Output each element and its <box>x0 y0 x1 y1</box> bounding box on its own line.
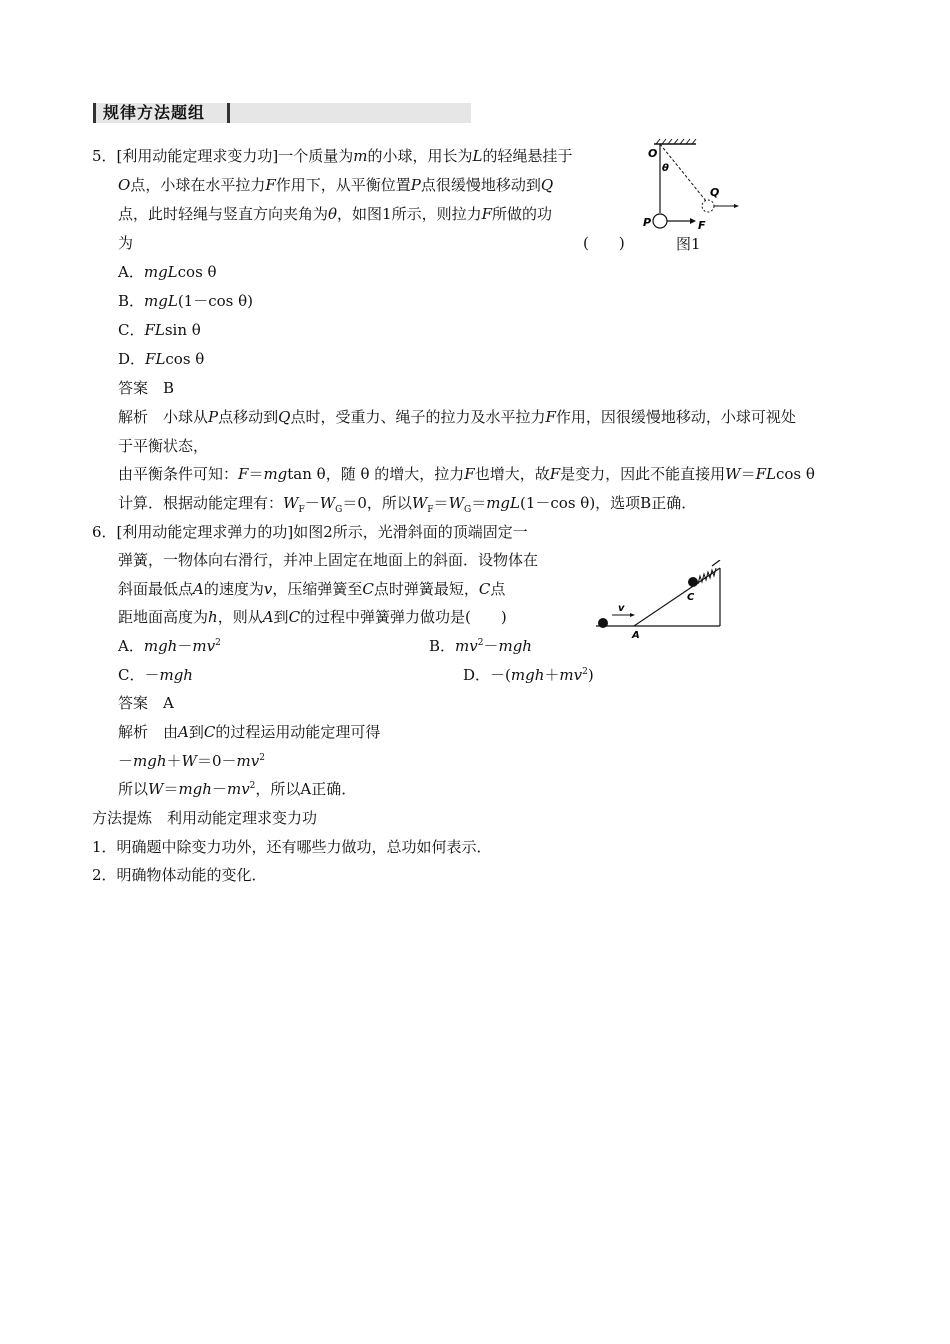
q5-line-1: 5．[利用动能定理求变力功]一个质量为m的小球，用长为L的轻绳悬挂于 <box>92 147 573 165</box>
section-header-left-rule <box>93 103 96 123</box>
q6-answer: 答案 A <box>118 694 174 712</box>
q6-option-d: D．$-(mgh+mv^2)$ <box>463 666 594 684</box>
ball-at-q <box>702 200 714 212</box>
q5-option-d: D．FLcos θ <box>118 350 205 368</box>
wall-top <box>712 560 720 566</box>
velocity-arrowhead <box>630 613 635 617</box>
q6-option-a: A．$mgh-mv^2$ <box>118 637 221 655</box>
q5-option-a: A．mgLcos θ <box>118 263 217 281</box>
label-f: F <box>698 219 706 232</box>
figure-2-incline <box>594 560 724 642</box>
q5-line-4: 为 <box>118 234 134 252</box>
q6-analysis-line-1: 解析 由A到C的过程运用动能定理可得 <box>118 723 381 741</box>
q5-option-c: C．FLsin θ <box>118 321 201 339</box>
method-item-1: 1．明确题中除变力功外，还有哪些力做功，总功如何表示． <box>92 838 492 856</box>
q5-line-3: 点，此时轻绳与竖直方向夹角为θ，如图1所示，则拉力F所做的功 <box>118 205 553 223</box>
method-item-2: 2．明确物体动能的变化． <box>92 866 267 884</box>
q5-option-b: B．mgL(1－cos θ) <box>118 292 254 310</box>
ball-at-p <box>653 214 667 228</box>
q5-tag: [利用动能定理求变力功] <box>116 147 279 165</box>
label-p: P <box>643 216 652 229</box>
q5-answer: 答案 B <box>118 379 175 397</box>
fig1-caption: 图1 <box>676 235 701 253</box>
q6-number: 6． <box>92 523 117 541</box>
figure-1-pendulum <box>640 138 750 236</box>
q5-analysis-line-3: 由平衡条件可知：F＝mgtan θ，随 θ 的增大，拉力F也增大，故F是变力，因此不能直接用W＝FLcos θ <box>118 465 815 483</box>
section-header-right-rule <box>227 103 230 123</box>
label-a: A <box>632 630 640 641</box>
q6-tag: [利用动能定理求弹力的功] <box>116 523 294 541</box>
q6-option-c: C．－mgh <box>118 666 193 684</box>
q5-line-2: O点，小球在水平拉力F作用下，从平衡位置P点很缓慢地移动到Q <box>118 176 554 194</box>
q6-analysis-line-3: 所以$W=mgh-mv^2$，所以A正确． <box>118 780 357 798</box>
q6-line-4: 距地面高度为h，则从A到C的过程中弹簧弹力做功是( ) <box>118 608 507 626</box>
q5-answer-paren: ( ) <box>583 234 625 252</box>
method-title: 方法提炼 利用动能定理求变力功 <box>92 809 318 827</box>
q6-analysis-line-2: $-mgh+W=0-mv^2$ <box>118 752 265 770</box>
label-c: C <box>687 592 695 603</box>
section-header: 规律方法题组 <box>103 103 206 122</box>
q5-analysis-line-1: 解析 小球从P点移动到Q点时，受重力、绳子的拉力及水平拉力F作用，因很缓慢地移动，小球可视处 <box>118 408 796 426</box>
object-at-c <box>688 577 698 587</box>
label-theta: θ <box>662 163 669 174</box>
force-q-arrowhead <box>734 204 739 208</box>
object-on-ground <box>598 618 608 628</box>
force-f-arrowhead <box>690 218 696 224</box>
q6-line-1: 6．[利用动能定理求弹力的功]如图2所示，光滑斜面的顶端固定一 <box>92 523 528 541</box>
label-o: O <box>648 147 658 160</box>
q6-line-2: 弹簧，一物体向右滑行，并冲上固定在地面上的斜面．设物体在 <box>118 551 539 569</box>
q6-line-3: 斜面最低点A的速度为v，压缩弹簧至C点时弹簧最短，C点 <box>118 580 506 598</box>
q5-analysis-line-4: 计算．根据动能定理有：$W_F-W_G=0$，所以$W_F=W_G=mgL(1-\cos$ θ)，选项B正确． <box>118 494 697 515</box>
q5-analysis-line-2: 于平衡状态， <box>118 437 209 455</box>
q6-option-b: B．$mv^2-mgh$ <box>429 637 532 655</box>
label-v: v <box>618 603 625 614</box>
q5-number: 5． <box>92 147 117 165</box>
label-q: Q <box>710 186 720 199</box>
